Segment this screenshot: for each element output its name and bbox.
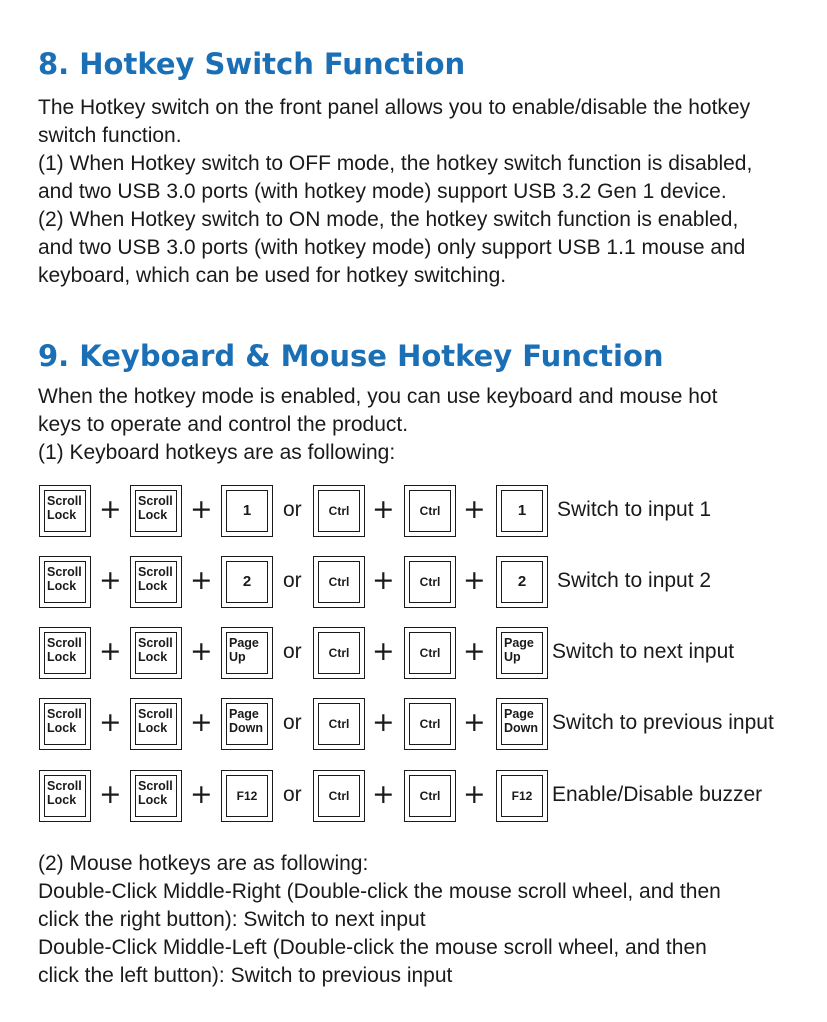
section-8-line: and two USB 3.0 ports (with hotkey mode) support USB 3.2 Gen 1 device. [38,180,727,203]
1-key-face [501,490,543,532]
scroll-lock-key [39,485,91,537]
ctrl-key [313,556,365,608]
page-up-key [496,627,548,679]
mouse-hotkeys [38,850,721,990]
key-label: F12 [236,789,258,803]
section-9-intro [38,383,717,467]
scroll-lock-key [130,770,182,822]
plus-sign: + [463,636,486,667]
ctrl-key [404,556,456,608]
plus-sign: + [190,565,213,596]
section-8-line: (1) When Hotkey switch to OFF mode, the hotkey switch function is disabled, [38,152,753,175]
section-8-heading: 8. Hotkey Switch Function [38,47,466,81]
page-up-key [221,627,273,679]
key-label: Ctrl [419,504,441,518]
plus-sign: + [190,707,213,738]
2-key [221,556,273,608]
key-label: Lock [47,650,77,664]
scroll-lock-key-face [135,703,177,745]
ctrl-key [313,770,365,822]
key-label: Down [229,721,264,735]
mouse-hotkey-line: click the left button): Switch to previous input [38,964,453,987]
plus-sign: + [463,565,486,596]
section-9-intro-line: (1) Keyboard hotkeys are as following: [38,441,396,464]
ctrl-key-face [318,703,360,745]
key-label: Lock [47,508,77,522]
key-label: Ctrl [328,504,350,518]
section-9-intro-line: keys to operate and control the product. [38,413,409,436]
section-8-body [38,94,752,290]
key-label: Down [504,721,539,735]
plus-sign: + [372,565,395,596]
mouse-hotkey-line: Double-Click Middle-Left (Double-click the mouse scroll wheel, and then [38,936,707,959]
scroll-lock-key [39,770,91,822]
ctrl-key [313,698,365,750]
ctrl-key-face [318,490,360,532]
plus-sign: + [99,707,122,738]
plus-sign: + [99,494,122,525]
scroll-lock-key-face [135,775,177,817]
or-separator: or [283,569,302,592]
key-label: Lock [138,650,168,664]
scroll-lock-key-face [44,632,86,674]
key-label: Ctrl [328,789,350,803]
plus-sign: + [372,636,395,667]
key-label: Scroll [47,636,82,650]
ctrl-key [313,627,365,679]
key-label: Scroll [47,565,82,579]
key-label: Page [229,636,259,650]
scroll-lock-key-face [44,775,86,817]
key-label: Lock [47,579,77,593]
key-label: Ctrl [419,646,441,660]
scroll-lock-key [130,627,182,679]
key-label: Lock [138,579,168,593]
scroll-lock-key [39,627,91,679]
1-key-face [226,490,268,532]
key-label: Lock [138,508,168,522]
page-up-key-face [226,632,268,674]
section-8-line: keyboard, which can be used for hotkey switching. [38,264,507,287]
plus-sign: + [99,636,122,667]
key-label: Lock [47,721,77,735]
scroll-lock-key-face [44,703,86,745]
section-9-heading: 9. Keyboard & Mouse Hotkey Function [38,339,664,373]
key-label: Scroll [138,494,173,508]
page-down-key-face [501,703,543,745]
scroll-lock-key-face [135,632,177,674]
section-8-line: (2) When Hotkey switch to ON mode, the hotkey switch function is enabled, [38,208,739,231]
section-8-line: and two USB 3.0 ports (with hotkey mode) only support USB 1.1 mouse and [38,236,746,259]
plus-sign: + [463,707,486,738]
plus-sign: + [190,494,213,525]
key-label: Scroll [138,636,173,650]
ctrl-key-face [409,561,451,603]
ctrl-key-face [409,703,451,745]
key-label: Up [229,650,246,664]
key-label: Scroll [47,779,82,793]
scroll-lock-key [130,485,182,537]
2-key [496,556,548,608]
hotkey-description: Switch to previous input [552,711,774,734]
key-label: Scroll [47,494,82,508]
ctrl-key-face [409,775,451,817]
mouse-hotkey-line: click the right button): Switch to next input [38,908,426,931]
key-label: 1 [517,502,527,519]
key-label: Scroll [138,779,173,793]
plus-sign: + [372,494,395,525]
section-8-line: switch function. [38,124,182,147]
key-label: Page [504,636,534,650]
1-key [496,485,548,537]
key-label: 2 [517,573,527,590]
key-label: Lock [47,793,77,807]
page-up-key-face [501,632,543,674]
key-label: Scroll [138,707,173,721]
key-label: Ctrl [328,575,350,589]
key-label: Page [229,707,259,721]
ctrl-key-face [409,490,451,532]
scroll-lock-key [39,698,91,750]
key-label: Ctrl [419,575,441,589]
key-label: Lock [138,721,168,735]
scroll-lock-key-face [44,490,86,532]
hotkey-description: Enable/Disable buzzer [552,783,763,806]
ctrl-key [404,627,456,679]
2-key-face [226,561,268,603]
ctrl-key-face [318,632,360,674]
key-label: Up [504,650,521,664]
mouse-hotkey-line: (2) Mouse hotkeys are as following: [38,852,369,875]
f12-key-face [226,775,268,817]
ctrl-key [404,698,456,750]
hotkey-description: Switch to input 1 [557,498,712,521]
plus-sign: + [190,779,213,810]
key-label: 2 [242,573,252,590]
page-down-key-face [226,703,268,745]
hotkey-description: Switch to input 2 [557,569,712,592]
scroll-lock-key-face [135,561,177,603]
ctrl-key [404,485,456,537]
or-separator: or [283,783,302,806]
key-label: F12 [511,789,533,803]
ctrl-key-face [409,632,451,674]
scroll-lock-key [39,556,91,608]
key-label: Scroll [138,565,173,579]
scroll-lock-key-face [135,490,177,532]
key-label: Lock [138,793,168,807]
key-label: Ctrl [328,717,350,731]
plus-sign: + [372,707,395,738]
ctrl-key [404,770,456,822]
scroll-lock-key [130,698,182,750]
f12-key [221,770,273,822]
ctrl-key [313,485,365,537]
hotkey-description: Switch to next input [552,640,735,663]
or-separator: or [283,640,302,663]
mouse-hotkey-line: Double-Click Middle-Right (Double-click the mouse scroll wheel, and then [38,880,721,903]
scroll-lock-key [130,556,182,608]
or-separator: or [283,711,302,734]
plus-sign: + [463,779,486,810]
key-label: Ctrl [328,646,350,660]
2-key-face [501,561,543,603]
1-key [221,485,273,537]
key-label: Page [504,707,534,721]
page-down-key [496,698,548,750]
key-label: Scroll [47,707,82,721]
or-separator: or [283,498,302,521]
plus-sign: + [463,494,486,525]
ctrl-key-face [318,561,360,603]
plus-sign: + [99,779,122,810]
plus-sign: + [372,779,395,810]
key-label: Ctrl [419,789,441,803]
ctrl-key-face [318,775,360,817]
page-down-key [221,698,273,750]
key-label: Ctrl [419,717,441,731]
plus-sign: + [190,636,213,667]
plus-sign: + [99,565,122,596]
section-8-line: The Hotkey switch on the front panel allows you to enable/disable the hotkey [38,96,751,119]
scroll-lock-key-face [44,561,86,603]
f12-key [496,770,548,822]
section-9-intro-line: When the hotkey mode is enabled, you can use keyboard and mouse hot [38,385,718,408]
key-label: 1 [242,502,252,519]
f12-key-face [501,775,543,817]
